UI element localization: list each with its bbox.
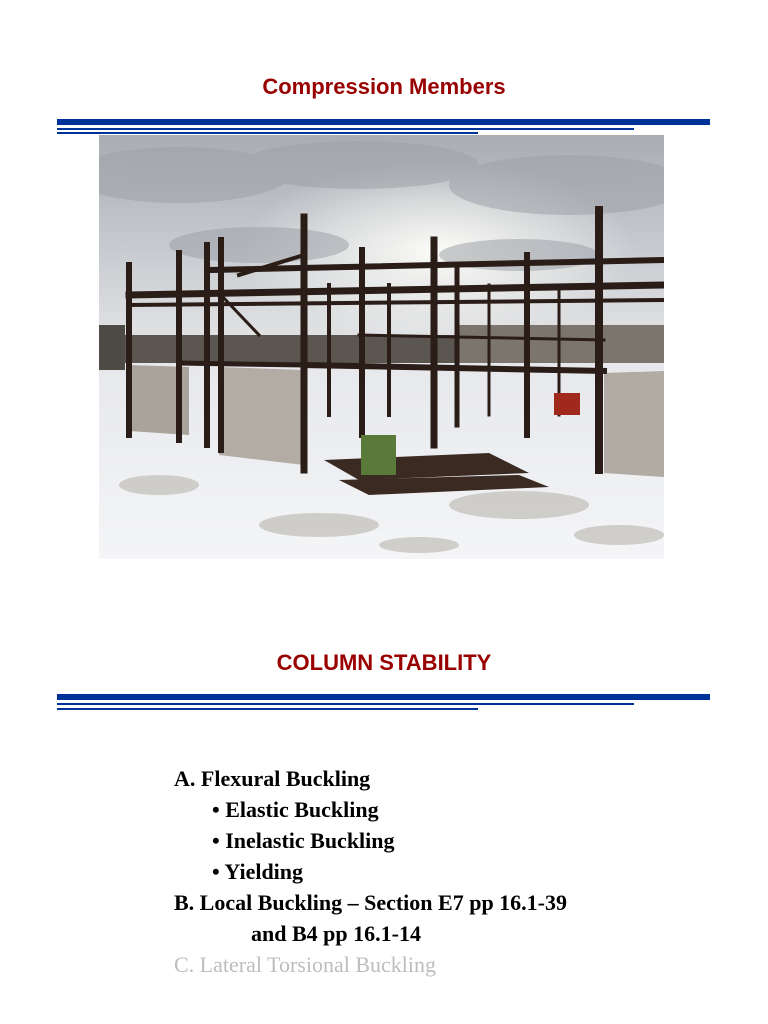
construction-photo	[99, 135, 664, 559]
rule-thick	[57, 694, 710, 700]
outline-subitem: • Inelastic Buckling	[212, 828, 395, 853]
outline-item-a: A. Flexural Buckling	[174, 766, 371, 791]
rule-thin	[57, 703, 634, 705]
rule-thin	[57, 128, 634, 130]
rule-thin-short	[57, 132, 478, 134]
outline-subitem: • Yielding	[212, 859, 304, 884]
rule-thin-short	[57, 708, 478, 710]
outline-item-b-continued: and B4 pp 16.1-14	[251, 921, 421, 946]
slide-title-column-stability: COLUMN STABILITY	[276, 650, 492, 675]
rule-thick	[57, 119, 710, 125]
outline-list	[174, 766, 734, 986]
outline-item-b: B. Local Buckling – Section E7 pp 16.1-39	[174, 890, 568, 915]
outline-subitem: • Elastic Buckling	[212, 797, 379, 822]
outline-item-c: C. Lateral Torsional Buckling	[174, 952, 437, 977]
slide-title-compression-members: Compression Members	[262, 74, 506, 99]
